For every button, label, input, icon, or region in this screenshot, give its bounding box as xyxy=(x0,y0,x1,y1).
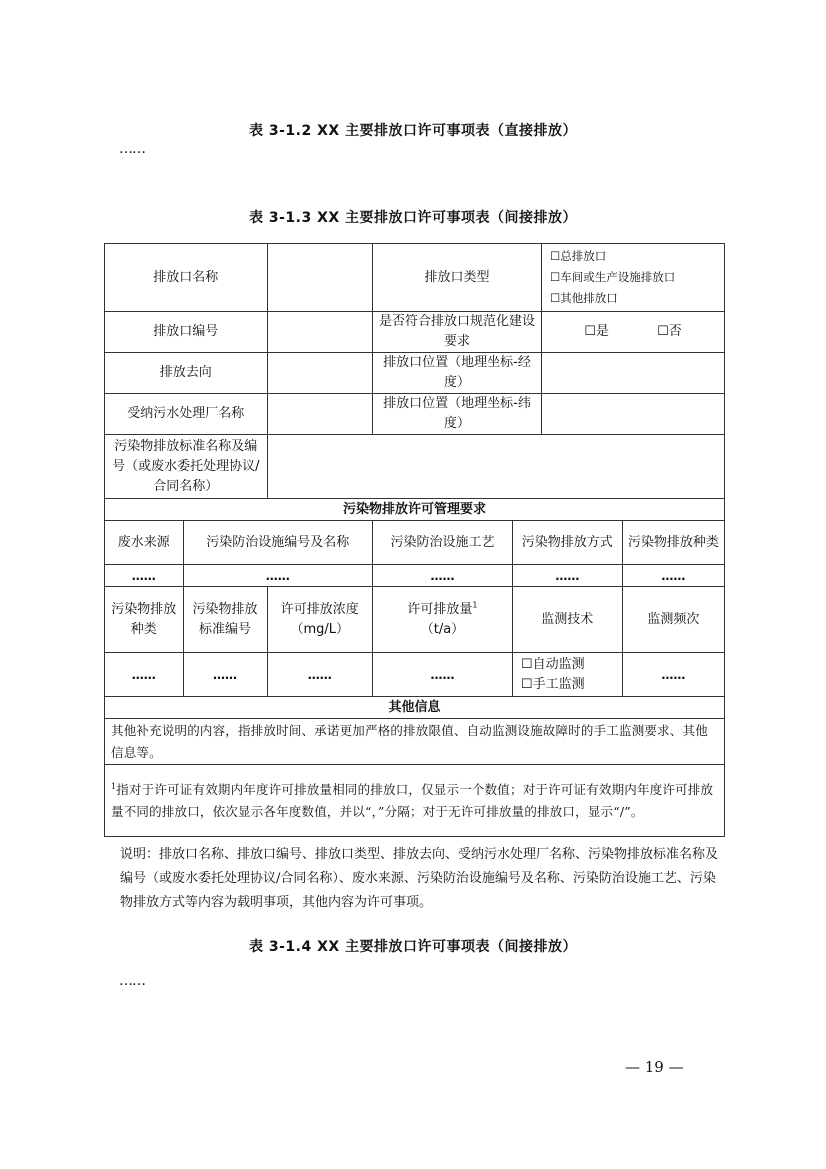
col-pollutant-kind: 污染物排放种类 xyxy=(105,587,184,653)
col-pollutant-type: 污染物排放种类 xyxy=(622,521,724,565)
location-lat-label: 排放口位置（地理坐标-纬度） xyxy=(373,394,542,435)
ellipsis-placeholder-2: …… xyxy=(119,973,145,989)
permit-section-title: 污染物排放许可管理要求 xyxy=(105,499,725,521)
dots-cell: …… xyxy=(373,565,513,587)
col-discharge-method: 污染物排放方式 xyxy=(512,521,622,565)
outlet-type-options xyxy=(541,244,724,312)
page-number: — 19 — xyxy=(625,1058,684,1076)
col-monitoring-tech: 监测技术 xyxy=(512,587,622,653)
col-concentration xyxy=(267,587,372,653)
col-facility-code-name: 污染防治设施编号及名称 xyxy=(183,521,372,565)
outlet-permit-table xyxy=(104,243,725,837)
footnote-ref: 1 xyxy=(472,600,478,610)
dots-cell: …… xyxy=(512,565,622,587)
outlet-type-label: 排放口类型 xyxy=(373,244,542,312)
location-lon-value[interactable] xyxy=(541,353,724,394)
explanation-paragraph: 说明：排放口名称、排放口编号、排放口类型、排放去向、受纳污水处理厂名称、污染物排放标准名称及编号（或废水委托处理协议/合同名称）、废水来源、污染防治设施编号及名称、污染防治设施工艺、污染物排放方式等内容为载明事项，其他内容为许可事项。 xyxy=(120,847,719,910)
option-workshop-outlet[interactable]: ☐车间或生产设施排放口 xyxy=(549,270,676,284)
discharge-destination-value[interactable] xyxy=(267,353,372,394)
standard-label: 污染物排放标准名称及编号（或废水委托处理协议/合同名称） xyxy=(105,435,268,499)
dots-cell: …… xyxy=(267,653,372,697)
dots-cell: …… xyxy=(373,653,513,697)
option-total-outlet[interactable]: ☐总排放口 xyxy=(549,249,607,263)
footnote xyxy=(105,765,725,837)
outlet-name-label: 排放口名称 xyxy=(105,244,268,312)
table-caption-3-1-2: 表 3-1.2 XX 主要排放口许可事项表（直接排放） xyxy=(248,123,578,139)
monitor-manual-checkbox[interactable]: ☐手工监测 xyxy=(520,676,585,692)
dots-cell: …… xyxy=(105,653,184,697)
outlet-code-label: 排放口编号 xyxy=(105,312,268,353)
table-caption-3-1-3: 表 3-1.3 XX 主要排放口许可事项表（间接排放） xyxy=(248,210,578,226)
location-lon-label: 排放口位置（地理坐标-经度） xyxy=(373,353,542,394)
col-amount-unit: （t/a） xyxy=(420,621,465,637)
footnote-mark: 1 xyxy=(111,781,117,791)
standard-value[interactable] xyxy=(267,435,724,499)
option-other-outlet[interactable]: ☐其他排放口 xyxy=(549,291,618,305)
outlet-code-value[interactable] xyxy=(267,312,372,353)
other-info-title: 其他信息 xyxy=(105,697,725,719)
compliance-options xyxy=(541,312,724,353)
monitor-auto-checkbox[interactable]: ☐自动监测 xyxy=(520,656,585,672)
receiving-plant-label: 受纳污水处理厂名称 xyxy=(105,394,268,435)
col-concentration-unit: （mg/L） xyxy=(290,621,350,637)
dots-cell: …… xyxy=(183,653,267,697)
col-amount xyxy=(373,587,513,653)
receiving-plant-value[interactable] xyxy=(267,394,372,435)
compliance-no-checkbox[interactable]: ☐否 xyxy=(657,324,682,339)
other-info-text: 其他补充说明的内容，指排放时间、承诺更加严格的排放限值、自动监测设施故障时的手工监测要求、其他信息等。 xyxy=(105,719,725,765)
table-caption-3-1-4: 表 3-1.4 XX 主要排放口许可事项表（间接排放） xyxy=(248,939,578,955)
dots-cell: …… xyxy=(183,565,372,587)
dots-cell: …… xyxy=(622,653,724,697)
location-lat-value[interactable] xyxy=(541,394,724,435)
col-wastewater-source: 废水来源 xyxy=(105,521,184,565)
outlet-name-value[interactable] xyxy=(267,244,372,312)
col-concentration-label: 许可排放浓度 xyxy=(280,601,359,617)
ellipsis-placeholder: …… xyxy=(119,141,145,157)
discharge-destination-label: 排放去向 xyxy=(105,353,268,394)
compliance-yes-checkbox[interactable]: ☐是 xyxy=(584,324,609,339)
col-standard-code: 污染物排放标准编号 xyxy=(183,587,267,653)
dots-cell: …… xyxy=(622,565,724,587)
dots-cell: …… xyxy=(105,565,184,587)
col-amount-label: 许可排放量 xyxy=(407,601,473,617)
col-monitoring-freq: 监测频次 xyxy=(622,587,724,653)
monitoring-options xyxy=(512,653,622,697)
col-facility-process: 污染防治设施工艺 xyxy=(373,521,513,565)
compliance-label: 是否符合排放口规范化建设要求 xyxy=(373,312,542,353)
footnote-text: 指对于许可证有效期内年度许可排放量相同的排放口，仅显示一个数值；对于许可证有效期内年度许可排放量不同的排放口，依次显示各年度数值，并以“，”分隔；对于无许可排放量的排放口，显示“/”。 xyxy=(111,781,714,819)
